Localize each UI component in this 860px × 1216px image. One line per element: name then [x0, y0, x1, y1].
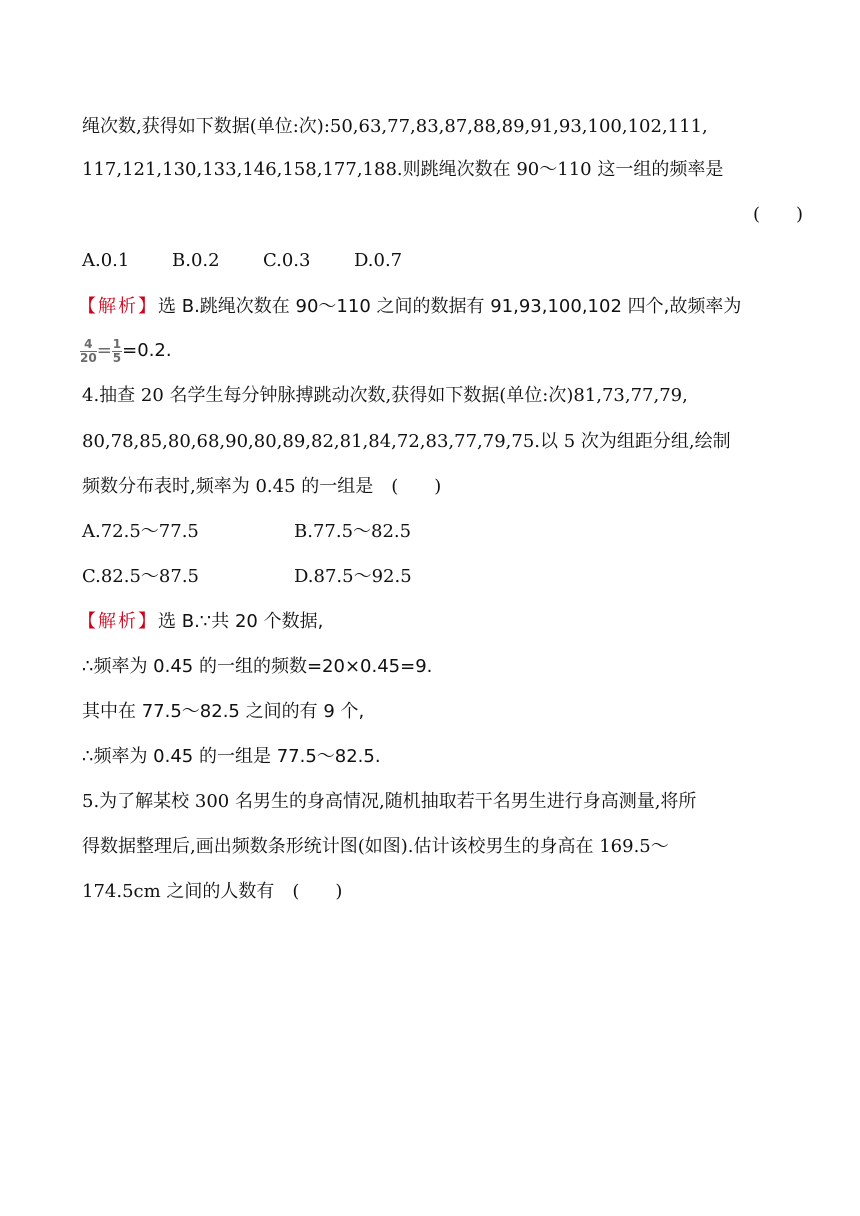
q4-solution-line-4: ∴频率为 0.45 的一组是 77.5～82.5. — [82, 746, 381, 767]
q3-option-d: D.0.7 — [354, 250, 403, 271]
q4-option-b: B.77.5～82.5 — [294, 521, 412, 542]
q4-text-line-3: 频数分布表时,频率为 0.45 的一组是 ( ) — [82, 476, 442, 497]
q4-options-row-2 — [82, 562, 782, 592]
fraction-denominator: 5 — [112, 350, 122, 365]
q4-option-a: A.72.5～77.5 — [82, 521, 199, 542]
q3-solution-line-1 — [78, 292, 778, 322]
q4-option-c: C.82.5～87.5 — [82, 566, 200, 587]
q3-option-a: A.0.1 — [82, 250, 130, 271]
q3-solution-result: =0.2. — [122, 340, 172, 361]
q4-text-line-2: 80,78,85,80,68,90,80,89,82,81,84,72,83,77,79,75.以 5 次为组距分组,绘制 — [82, 431, 731, 452]
solution-tag: 【解析】 — [78, 296, 158, 317]
q4-options-row-1 — [82, 517, 782, 547]
q3-option-c: C.0.3 — [263, 250, 311, 271]
fraction-4-20 — [80, 338, 97, 365]
fraction-1-5 — [112, 338, 122, 365]
q4-option-d: D.87.5～92.5 — [294, 566, 412, 587]
fraction-numerator: 4 — [80, 338, 97, 352]
fraction-numerator: 1 — [112, 336, 122, 351]
q4-solution-text: 选 B.∵共 20 个数据, — [158, 611, 324, 632]
q3-text-line-1: 绳次数,获得如下数据(单位:次):50,63,77,83,87,88,89,91,93,100,102,111, — [82, 116, 708, 137]
q3-text-line-2: 117,121,130,133,146,158,177,188.则跳绳次数在 90～110 这一组的频率是 — [82, 159, 724, 180]
fraction-denominator: 20 — [80, 350, 97, 365]
solution-tag: 【解析】 — [78, 611, 158, 632]
equals-sign: = — [96, 340, 112, 361]
q3-options — [82, 246, 782, 276]
q3-solution-line-2 — [80, 334, 780, 368]
q5-text-line-3: 174.5cm 之间的人数有 ( ) — [82, 881, 343, 902]
q3-answer-parentheses: ( ) — [752, 204, 803, 225]
q4-solution-line-1 — [78, 607, 778, 637]
q4-solution-line-3: 其中在 77.5～82.5 之间的有 9 个, — [82, 701, 365, 722]
q3-option-b: B.0.2 — [172, 250, 220, 271]
q4-solution-line-2: ∴频率为 0.45 的一组的频数=20×0.45=9. — [82, 656, 433, 677]
q4-text-line-1: 4.抽查 20 名学生每分钟脉搏跳动次数,获得如下数据(单位:次)81,73,77,79, — [82, 385, 688, 406]
q5-text-line-2: 得数据整理后,画出频数条形统计图(如图).估计该校男生的身高在 169.5～ — [82, 836, 669, 857]
q3-solution-text: 选 B.跳绳次数在 90～110 之间的数据有 91,93,100,102 四个,故频率为 — [158, 296, 742, 317]
q5-text-line-1: 5.为了解某校 300 名男生的身高情况,随机抽取若干名男生进行身高测量,将所 — [82, 791, 697, 812]
